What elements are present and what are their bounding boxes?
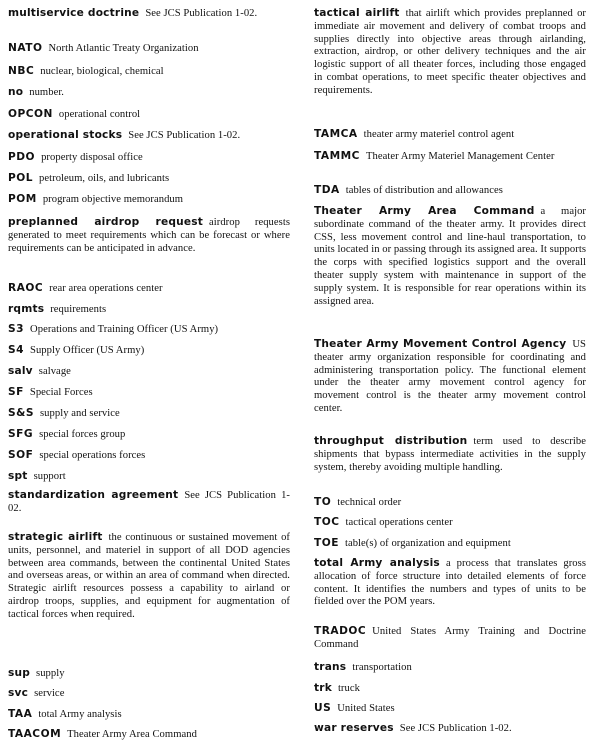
glossary-term: tactical airlift — [314, 7, 400, 19]
glossary-term: spt — [8, 470, 28, 482]
glossary-definition: table(s) of organization and equipment — [344, 538, 511, 549]
glossary-term: TRADOC — [314, 625, 367, 637]
glossary-entry — [314, 557, 586, 609]
glossary-entry — [8, 172, 290, 186]
glossary-definition: operational control — [58, 109, 141, 120]
glossary-entry — [314, 184, 586, 198]
glossary-entry — [8, 667, 290, 681]
glossary-term: Theater Army Area Command — [314, 205, 535, 217]
glossary-entry — [8, 323, 290, 337]
glossary-term: sup — [8, 667, 31, 679]
glossary-entry — [314, 625, 586, 652]
glossary-entry — [314, 702, 586, 716]
glossary-term: TAACOM — [8, 728, 62, 740]
glossary-definition: tactical operations center — [345, 517, 453, 528]
glossary-term: salv — [8, 365, 33, 377]
glossary-term: total Army analysis — [314, 557, 440, 569]
glossary-definition: Supply Officer (US Army) — [30, 345, 145, 356]
glossary-definition: special forces group — [39, 429, 126, 440]
glossary-entry — [314, 661, 586, 675]
glossary-term: POL — [8, 172, 34, 184]
glossary-entry — [314, 7, 586, 98]
glossary-term: strategic airlift — [8, 531, 103, 543]
glossary-term: throughput distribution — [314, 435, 468, 447]
glossary-entry — [314, 150, 586, 164]
glossary-definition: support — [33, 471, 66, 482]
glossary-definition: technical order — [337, 497, 402, 508]
glossary-entry — [8, 151, 290, 165]
glossary-entry — [8, 687, 290, 701]
glossary-definition: rear area operations center — [49, 283, 163, 294]
glossary-definition: a major subordinate command of the theater army. It provides direct CSS, less movement control and line-haul transportation, to units located in or passing through its assigned area. It supports the corps with specified logistics support and the overall theater supply system with maintenance in support of the supply system. It is responsible for rear operations within its assigned area. — [314, 206, 586, 307]
glossary-entry — [314, 537, 586, 551]
glossary-definition: requirements — [50, 304, 107, 315]
glossary-entry — [8, 86, 290, 100]
glossary-term: TDA — [314, 184, 340, 196]
glossary-definition: property disposal office — [41, 152, 143, 163]
glossary-term: SFG — [8, 428, 34, 440]
glossary-definition: total Army analysis — [38, 709, 122, 720]
glossary-entry — [314, 516, 586, 530]
glossary-term: war reserves — [314, 722, 394, 734]
glossary-definition: See JCS Publication 1-02. — [145, 8, 258, 19]
glossary-entry — [314, 338, 586, 416]
glossary-definition: truck — [337, 683, 360, 694]
glossary-entry — [8, 108, 290, 122]
glossary-term: S3 — [8, 323, 25, 335]
glossary-term: trans — [314, 661, 347, 673]
glossary-definition: Theater Army Materiel Management Center — [365, 151, 555, 162]
glossary-term: POM — [8, 193, 37, 205]
glossary-definition: Special Forces — [29, 387, 93, 398]
glossary-term: operational stocks — [8, 129, 123, 141]
glossary-entry — [8, 303, 290, 317]
glossary-entry — [314, 682, 586, 696]
glossary-term: Theater Army Movement Control Agency — [314, 338, 567, 350]
glossary-entry — [8, 42, 290, 56]
glossary-entry — [8, 344, 290, 358]
glossary-term: US — [314, 702, 332, 714]
glossary-term: rqmts — [8, 303, 45, 315]
glossary-entry — [8, 7, 290, 21]
glossary-definition: See JCS Publication 1-02. — [399, 723, 512, 734]
glossary-term: TAMMC — [314, 150, 360, 162]
glossary-definition: Operations and Training Officer (US Army) — [30, 324, 219, 335]
glossary-entry — [8, 708, 290, 722]
glossary-term: TO — [314, 496, 332, 508]
glossary-term: TAMCA — [314, 128, 358, 140]
glossary-term: standardization agreement — [8, 489, 179, 501]
glossary-term: multiservice doctrine — [8, 7, 140, 19]
glossary-term: TOC — [314, 516, 340, 528]
glossary-definition: the continuous or sustained movement of units, personnel, and materiel in support of all DOD agencies between area commands, between the continental United States and overseas areas, or within an area of command when directed. Strategic airlift resources possess a capability to airland or airdrop troops, supplies, and equipment for augmentation of tactical forces when required. — [8, 532, 291, 620]
glossary-term: TAA — [8, 708, 33, 720]
glossary-definition: Theater Army Area Command — [67, 729, 197, 740]
glossary-entry — [8, 728, 290, 742]
glossary-entry — [8, 129, 290, 143]
glossary-entry — [314, 722, 586, 736]
glossary-definition: supply and service — [40, 408, 120, 419]
glossary-definition: North Atlantic Treaty Organization — [48, 43, 199, 54]
glossary-definition: petroleum, oils, and lubricants — [39, 173, 170, 184]
glossary-term: NBC — [8, 65, 35, 77]
glossary-definition: transportation — [352, 662, 412, 673]
glossary-definition: term used to describe shipments that bypass intermediate activities in the supply system, thereby avoiding multiple handling. — [314, 436, 586, 473]
glossary-term: no — [8, 86, 24, 98]
glossary-entry — [8, 365, 290, 379]
glossary-definition: See JCS Publication 1-02. — [8, 490, 290, 514]
glossary-term: NATO — [8, 42, 43, 54]
glossary-term: SF — [8, 386, 24, 398]
glossary-entry — [8, 531, 290, 622]
glossary-definition: theater army materiel control agent — [363, 129, 515, 140]
glossary-definition: United States — [337, 703, 395, 714]
glossary-term: RAOC — [8, 282, 44, 294]
glossary-entry — [8, 193, 290, 207]
glossary-definition: nuclear, biological, chemical — [40, 66, 164, 77]
glossary-definition: US theater army organization responsible for coordinating and administering transportation policy. The functional element under the theater army movement control agency for movement control is the theater army movement control center. — [314, 339, 586, 414]
glossary-term: SOF — [8, 449, 34, 461]
glossary-entry — [8, 65, 290, 79]
glossary-entry — [8, 470, 290, 484]
glossary-definition: service — [34, 688, 65, 699]
glossary-definition: airdrop requests generated to meet requirements which can be forecast or where requirements can be anticipated in advance. — [8, 217, 290, 254]
glossary-entry — [8, 489, 290, 516]
glossary-entry — [8, 386, 290, 400]
glossary-definition: United States Army Training and Doctrine Command — [314, 626, 586, 650]
glossary-definition: special operations forces — [39, 450, 146, 461]
glossary-entry — [314, 496, 586, 510]
glossary-definition: program objective memorandum — [42, 194, 184, 205]
glossary-definition: that airlift which provides preplanned or immediate air movement and delivery of combat troops and supplies directly into objective areas through airlanding, extraction, airdrop, or other delivery techniques and the air logistic support of all theater forces, including those engaged in combat operations, to meet specific theater objectives and requirements. — [314, 8, 587, 96]
glossary-term: S4 — [8, 344, 25, 356]
glossary-term: PDO — [8, 151, 36, 163]
glossary-entry — [8, 428, 290, 442]
glossary-term: preplanned airdrop request — [8, 216, 204, 228]
glossary-definition: supply — [36, 668, 65, 679]
glossary-entry — [314, 128, 586, 142]
glossary-term: OPCON — [8, 108, 53, 120]
glossary-term: S&S — [8, 407, 34, 419]
glossary-entry — [8, 216, 290, 255]
glossary-definition: tables of distribution and allowances — [345, 185, 503, 196]
glossary-definition: a process that translates gross allocation of force structure into detailed elements of force content. It identifies the numbers and types of units to be fielded over the POM years. — [314, 558, 586, 608]
glossary-entry — [314, 205, 586, 308]
glossary-definition: salvage — [38, 366, 71, 377]
glossary-entry — [8, 407, 290, 421]
glossary-term: TOE — [314, 537, 339, 549]
glossary-entry — [8, 449, 290, 463]
glossary-entry — [8, 282, 290, 296]
glossary-definition: number. — [29, 87, 65, 98]
glossary-term: trk — [314, 682, 332, 694]
glossary-term: svc — [8, 687, 29, 699]
glossary-entry — [314, 435, 586, 474]
glossary-definition: See JCS Publication 1-02. — [128, 130, 241, 141]
